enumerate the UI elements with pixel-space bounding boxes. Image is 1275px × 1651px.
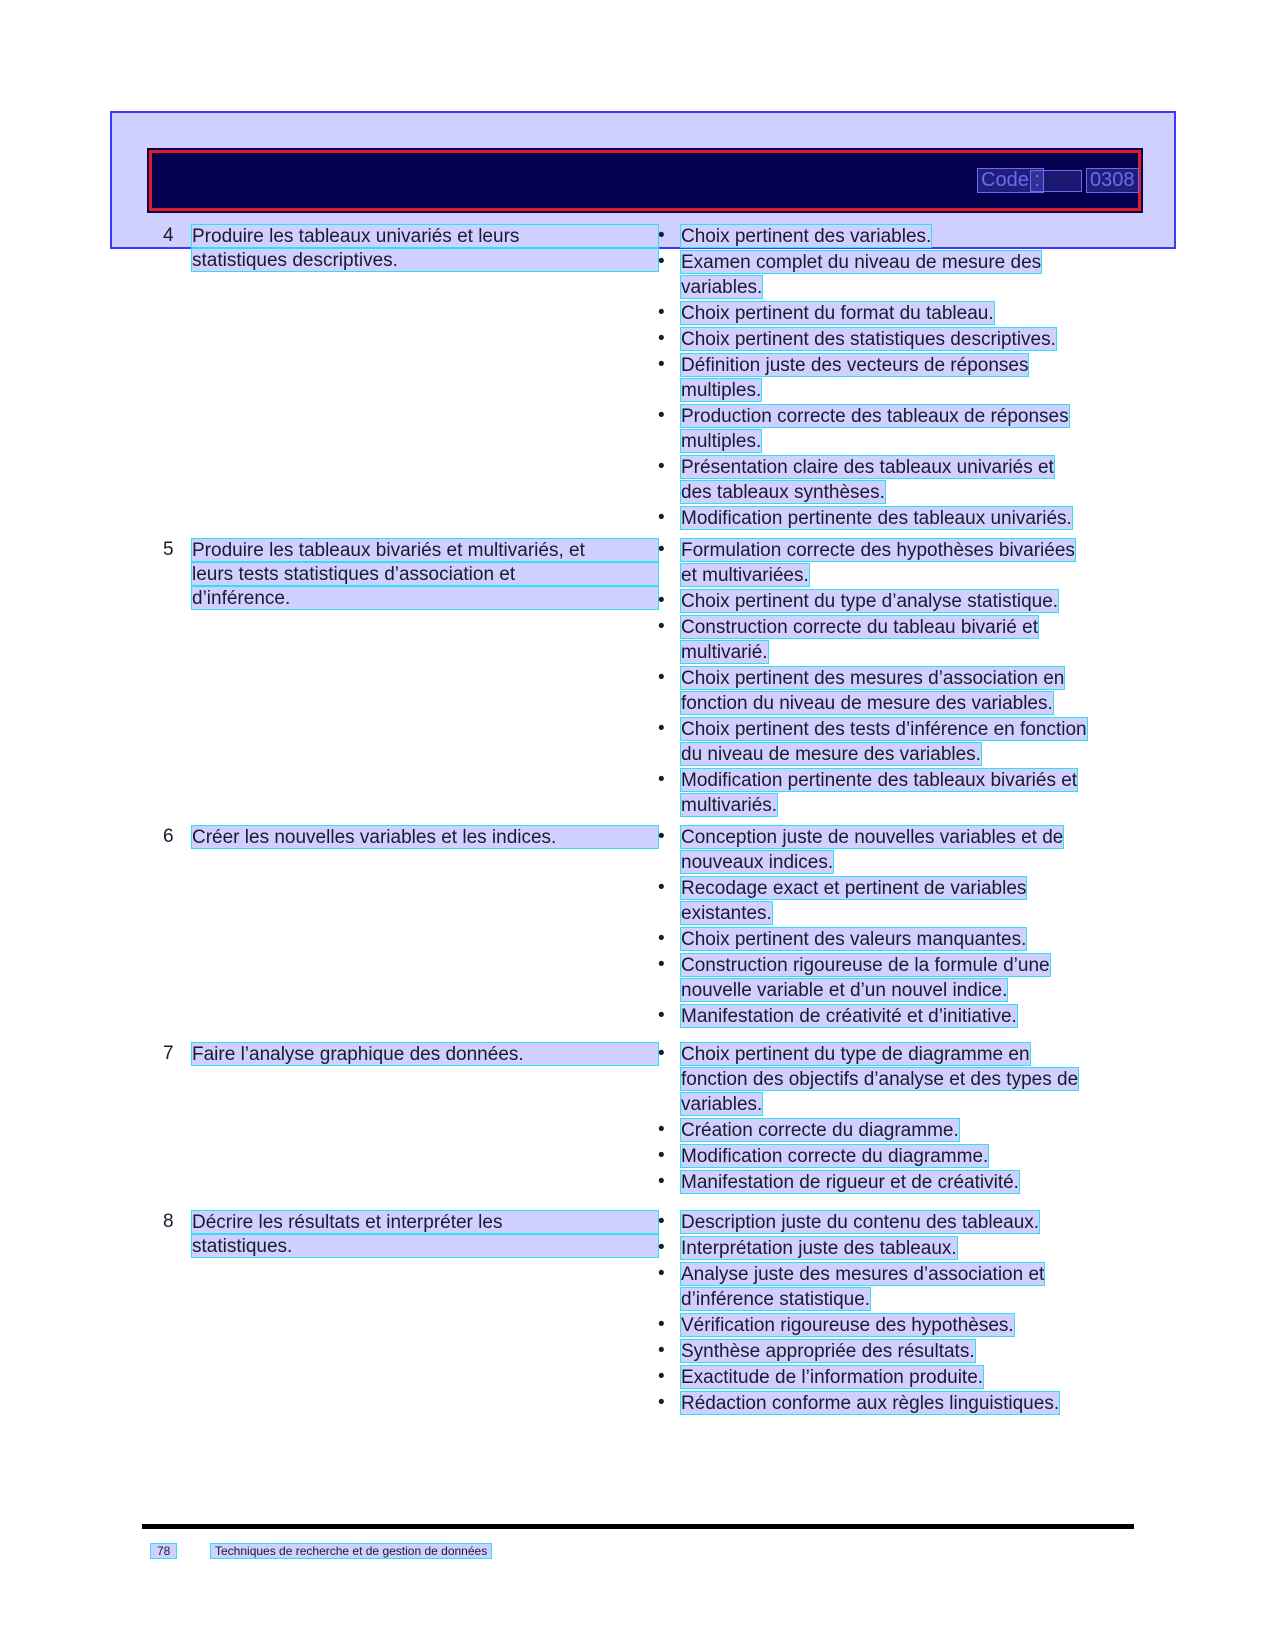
- criteria-line: Création correcte du diagramme.: [681, 1120, 959, 1141]
- competence-text: [191, 1210, 659, 1258]
- criteria-line: Analyse juste des mesures d’association et: [681, 1264, 1045, 1285]
- criteria-line: fonction des objectifs d’analyse et des types de: [681, 1069, 1079, 1090]
- criteria-line: Manifestation de créativité et d’initiative.: [681, 1006, 1017, 1027]
- criteria-line: Choix pertinent des mesures d’association en: [681, 668, 1065, 689]
- criteria-line: Choix pertinent des valeurs manquantes.: [681, 929, 1027, 950]
- criteria-item: [658, 1262, 1128, 1312]
- criteria-line: Vérification rigoureuse des hypothèses.: [681, 1315, 1014, 1336]
- criteria-line: du niveau de mesure des variables.: [681, 744, 981, 765]
- bullet-icon: •: [658, 507, 665, 528]
- criteria-item: [658, 717, 1128, 767]
- bullet-icon: •: [658, 302, 665, 323]
- competence-line: Créer les nouvelles variables et les indices.: [191, 825, 659, 849]
- criteria-item: [658, 1365, 1128, 1390]
- criteria-item: [658, 327, 1128, 352]
- bullet-icon: •: [658, 1263, 665, 1284]
- bullet-icon: •: [658, 354, 665, 375]
- criteria-item: [658, 1042, 1128, 1117]
- competence-text: [191, 1042, 659, 1066]
- criteria-line: Choix pertinent des statistiques descriptives.: [681, 329, 1056, 350]
- criteria-line: Modification pertinente des tableaux univariés.: [681, 508, 1072, 529]
- criteria-line: Synthèse appropriée des résultats.: [681, 1341, 975, 1362]
- criteria-item: [658, 538, 1128, 588]
- bullet-icon: •: [658, 405, 665, 426]
- bullet-icon: •: [658, 718, 665, 739]
- criteria-item: [658, 1004, 1128, 1029]
- criteria-line: Choix pertinent des variables.: [681, 226, 932, 247]
- criteria-line: Examen complet du niveau de mesure des: [681, 252, 1042, 273]
- competence-number: 5: [163, 539, 174, 560]
- criteria-item: [658, 615, 1128, 665]
- bullet-icon: •: [658, 616, 665, 637]
- bullet-icon: •: [658, 1366, 665, 1387]
- criteria-list: [658, 538, 1128, 819]
- bullet-icon: •: [658, 1314, 665, 1335]
- criteria-line: Formulation correcte des hypothèses bivariées: [681, 540, 1075, 561]
- criteria-item: [658, 1118, 1128, 1143]
- criteria-item: [658, 1144, 1128, 1169]
- criteria-line: variables.: [681, 1094, 763, 1115]
- criteria-item: [658, 768, 1128, 818]
- bullet-icon: •: [658, 826, 665, 847]
- code-box: [1030, 170, 1082, 192]
- bullet-icon: •: [658, 328, 665, 349]
- criteria-item: [658, 1391, 1128, 1416]
- competence-text: [191, 224, 659, 272]
- criteria-item: [658, 250, 1128, 300]
- criteria-line: Choix pertinent du type d’analyse statistique.: [681, 591, 1059, 612]
- criteria-line: Manifestation de rigueur et de créativité.: [681, 1172, 1019, 1193]
- criteria-list: [658, 1042, 1128, 1196]
- criteria-line: Rédaction conforme aux règles linguistiques.: [681, 1393, 1060, 1414]
- competence-line: d’inférence.: [191, 586, 659, 610]
- competence-text: [191, 825, 659, 849]
- criteria-line: Construction correcte du tableau bivarié et: [681, 617, 1038, 638]
- criteria-item: [658, 1313, 1128, 1338]
- criteria-line: Définition juste des vecteurs de réponses: [681, 355, 1029, 376]
- criteria-line: multiples.: [681, 380, 762, 401]
- competence-number: 8: [163, 1211, 174, 1232]
- competence-line: Produire les tableaux bivariés et multivariés, et: [191, 538, 659, 562]
- bullet-icon: •: [658, 1392, 665, 1413]
- criteria-line: nouveaux indices.: [681, 852, 834, 873]
- criteria-line: Présentation claire des tableaux univariés et: [681, 457, 1054, 478]
- bullet-icon: •: [658, 539, 665, 560]
- criteria-item: [658, 825, 1128, 875]
- criteria-list: [658, 1210, 1128, 1417]
- criteria-item: [658, 506, 1128, 531]
- criteria-item: [658, 1170, 1128, 1195]
- bullet-icon: •: [658, 251, 665, 272]
- criteria-line: et multivariées.: [681, 565, 809, 586]
- bullet-icon: •: [658, 1237, 665, 1258]
- criteria-item: [658, 455, 1128, 505]
- bullet-icon: •: [658, 1145, 665, 1166]
- criteria-line: Choix pertinent du format du tableau.: [681, 303, 994, 324]
- criteria-line: Recodage exact et pertinent de variables: [681, 878, 1027, 899]
- criteria-item: [658, 1339, 1128, 1364]
- competence-number: 7: [163, 1043, 174, 1064]
- criteria-line: multivariés.: [681, 795, 778, 816]
- criteria-line: Exactitude de l’information produite.: [681, 1367, 984, 1388]
- criteria-item: [658, 353, 1128, 403]
- bullet-icon: •: [658, 1211, 665, 1232]
- criteria-item: [658, 1210, 1128, 1235]
- criteria-item: [658, 224, 1128, 249]
- footer-page-number: 78: [150, 1543, 177, 1559]
- footer-title: Techniques de recherche et de gestion de données: [210, 1543, 492, 1559]
- criteria-line: existantes.: [681, 903, 772, 924]
- bullet-icon: •: [658, 456, 665, 477]
- bullet-icon: •: [658, 1340, 665, 1361]
- criteria-item: [658, 666, 1128, 716]
- bullet-icon: •: [658, 667, 665, 688]
- criteria-item: [658, 1236, 1128, 1261]
- criteria-line: Interprétation juste des tableaux.: [681, 1238, 957, 1259]
- competence-text: [191, 538, 659, 610]
- criteria-item: [658, 927, 1128, 952]
- criteria-line: fonction du niveau de mesure des variables.: [681, 693, 1053, 714]
- bullet-icon: •: [658, 877, 665, 898]
- bullet-icon: •: [658, 1043, 665, 1064]
- code-value: 0308: [1086, 168, 1139, 193]
- bullet-icon: •: [658, 928, 665, 949]
- criteria-line: Choix pertinent des tests d’inférence en fonction: [681, 719, 1087, 740]
- criteria-item: [658, 301, 1128, 326]
- criteria-line: Production correcte des tableaux de réponses: [681, 406, 1069, 427]
- competence-number: 4: [163, 225, 174, 246]
- criteria-line: Modification pertinente des tableaux bivariés et: [681, 770, 1078, 791]
- footer-rule: [142, 1524, 1134, 1529]
- criteria-line: Modification correcte du diagramme.: [681, 1146, 989, 1167]
- bullet-icon: •: [658, 769, 665, 790]
- criteria-line: multivarié.: [681, 642, 768, 663]
- bullet-icon: •: [658, 225, 665, 246]
- criteria-line: Description juste du contenu des tableaux.: [681, 1212, 1040, 1233]
- bullet-icon: •: [658, 954, 665, 975]
- criteria-list: [658, 825, 1128, 1030]
- criteria-item: [658, 404, 1128, 454]
- competence-line: Faire l’analyse graphique des données.: [191, 1042, 659, 1066]
- criteria-item: [658, 589, 1128, 614]
- criteria-line: Conception juste de nouvelles variables et de: [681, 827, 1064, 848]
- competence-line: statistiques.: [191, 1234, 659, 1258]
- criteria-line: multiples.: [681, 431, 762, 452]
- competence-number: 6: [163, 826, 174, 847]
- bullet-icon: •: [658, 1171, 665, 1192]
- bullet-icon: •: [658, 1005, 665, 1026]
- competence-line: statistiques descriptives.: [191, 248, 659, 272]
- criteria-item: [658, 876, 1128, 926]
- criteria-line: des tableaux synthèses.: [681, 482, 885, 503]
- criteria-line: d’inférence statistique.: [681, 1289, 871, 1310]
- criteria-line: Choix pertinent du type de diagramme en: [681, 1044, 1030, 1065]
- criteria-line: nouvelle variable et d’un nouvel indice.: [681, 980, 1008, 1001]
- competence-line: Décrire les résultats et interpréter les: [191, 1210, 659, 1234]
- criteria-line: Construction rigoureuse de la formule d’une: [681, 955, 1050, 976]
- bullet-icon: •: [658, 590, 665, 611]
- criteria-item: [658, 953, 1128, 1003]
- criteria-line: variables.: [681, 277, 763, 298]
- competence-line: leurs tests statistiques d’association et: [191, 562, 659, 586]
- competence-line: Produire les tableaux univariés et leurs: [191, 224, 659, 248]
- criteria-list: [658, 224, 1128, 532]
- code-label: Code :: [977, 168, 1044, 193]
- bullet-icon: •: [658, 1119, 665, 1140]
